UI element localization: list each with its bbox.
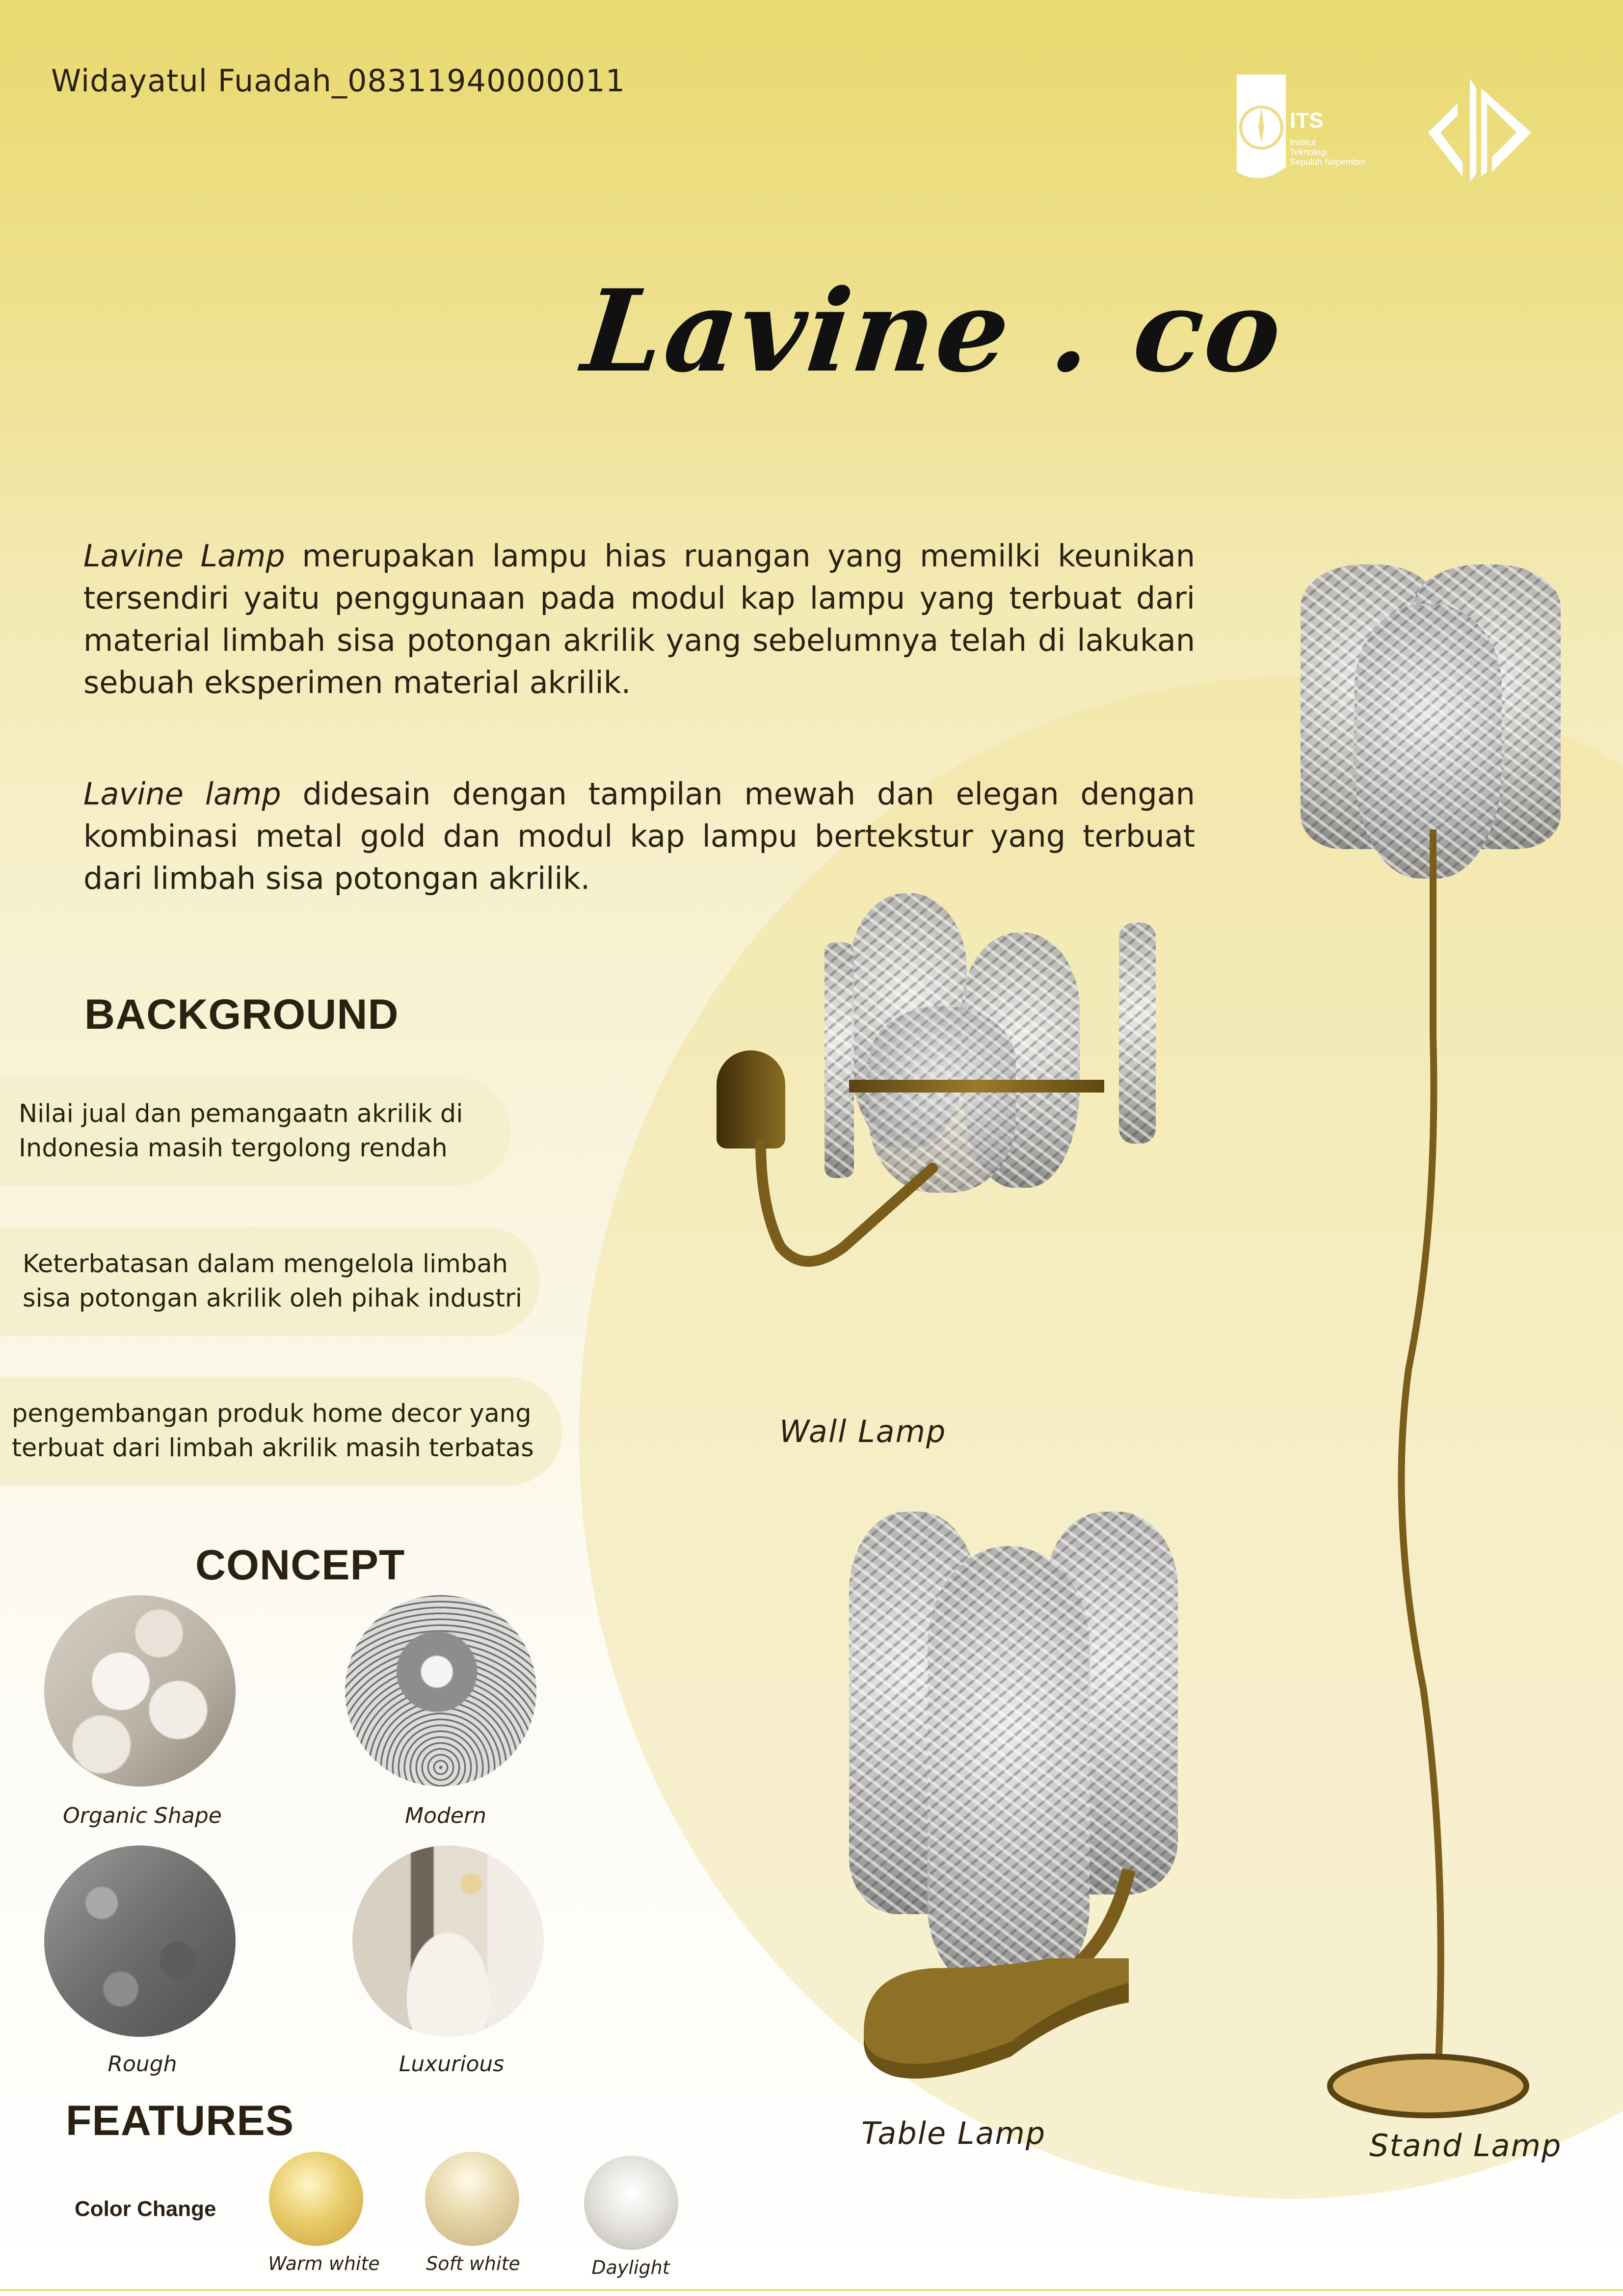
concept-image-organic-shape [44,1595,236,1787]
background-item: Nilai jual dan pemangaatn akrilik di Indonesia masih tergolong rendah [0,1077,510,1185]
svg-text:Sepuluh Nopember: Sepuluh Nopember [1290,157,1366,167]
wall-lamp-illustration [707,893,1173,1409]
features-heading: FEATURES [66,2097,294,2144]
swatch-label: Warm white [268,2253,380,2274]
concept-image-luxurious [352,1845,544,2037]
stand-lamp-illustration [1291,555,1585,2125]
intro-paragraph-1: Lavine Lamp merupakan lampu hias ruangan yang memilki keunikan tersendiri yaitu penggunaan pada modul kap lampu yang terbuat dari material limbah sisa potongan akrilik yang sebelumnya telah di lakukan sebuah eksperimen material akrilik. [83,538,1196,700]
swatch-label: Soft white [426,2253,520,2274]
color-change-label: Color Change [75,2197,216,2221]
svg-text:Teknologi: Teknologi [1290,147,1328,157]
its-logo [1232,74,1409,187]
brand-title: Lavine . co [577,265,1290,398]
concept-image-rough [44,1845,236,2037]
product-name: Lavine lamp [83,776,281,812]
table-lamp-label: Table Lamp [861,2115,1046,2151]
svg-text:Institut: Institut [1290,137,1316,147]
product-name: Lavine Lamp [83,538,285,574]
concept-label: Organic Shape [63,1803,222,1828]
dp-logo [1423,69,1536,191]
daylight-swatch [584,2156,678,2250]
warm-white-swatch [269,2152,363,2246]
background-item: Keterbatasan dalam mengelola limbah sisa potongan akrilik oleh pihak industri [0,1227,540,1336]
its-wordmark: ITS [1290,108,1324,133]
swatch-label: Daylight [591,2257,670,2278]
soft-white-swatch [425,2152,519,2246]
table-lamp-illustration [834,1512,1207,2091]
bottom-border [0,2289,1623,2291]
background-heading: BACKGROUND [84,991,399,1038]
background-item: pengembangan produk home decor yang terbuat dari limbah akrilik masih terbatas [0,1377,562,1486]
concept-heading: CONCEPT [195,1542,405,1589]
wall-lamp-label: Wall Lamp [779,1414,947,1449]
concept-label: Rough [107,2052,177,2077]
concept-image-modern [345,1595,536,1787]
author-name: Widayatul Fuadah_08311940000011 [51,63,626,99]
concept-label: Luxurious [399,2052,505,2077]
intro-paragraph-2: Lavine lamp didesain dengan tampilan mewah dan elegan dengan kombinasi metal gold dan modul kap lampu bertekstur yang terbuat dari limbah sisa potongan akrilik. [83,776,1195,896]
concept-label: Modern [405,1803,486,1828]
stand-lamp-label: Stand Lamp [1369,2128,1562,2163]
